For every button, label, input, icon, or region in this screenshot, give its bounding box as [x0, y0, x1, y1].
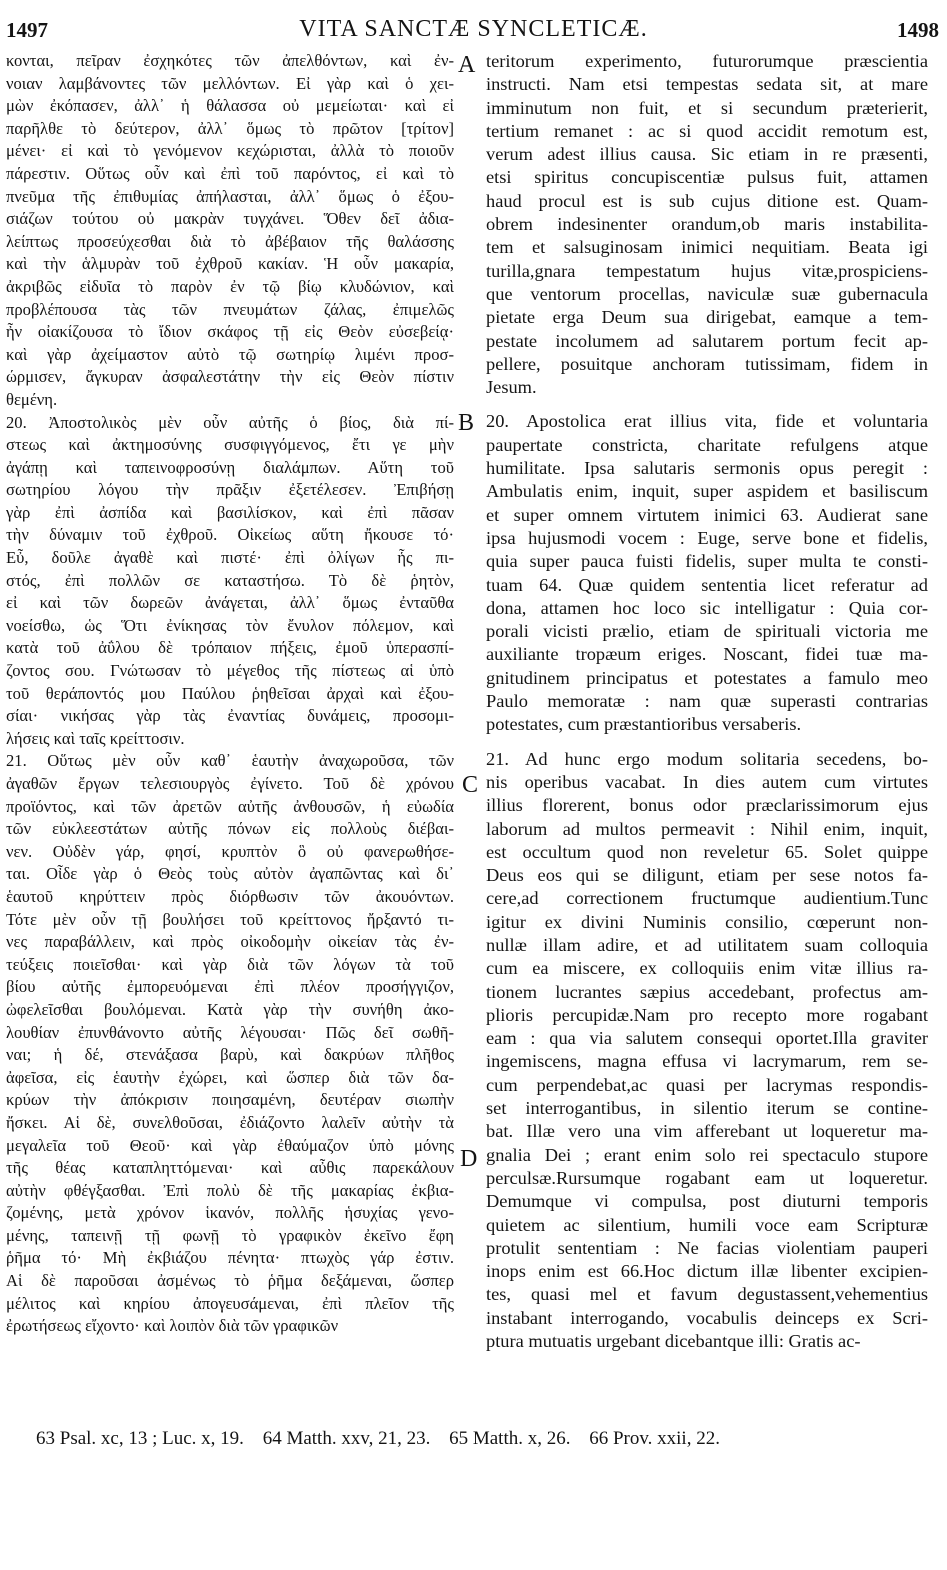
text-line: teritorum experimento, futurorumque præscientia [486, 51, 928, 71]
text-line: auxiliante tropæum eriges. Noscant, fidei tuæ ma- [486, 644, 928, 665]
text-line: τὴν δύναμιν τοῦ ἐχθροῦ. Οἰκείως αὕτη ἤκουσε τό· [6, 525, 454, 545]
text-line: λείπτως προσεύχεσθαι διὰ τὸ ἀβέβαιον τῆς θαλάσσης [6, 231, 454, 251]
text-line: Demumque vi compulsa, post diuturni temporis [486, 1191, 928, 1212]
text-line: que ventorum procellas, naviculæ suæ gubernacula [486, 283, 928, 304]
text-line: ζοντος σου. Γνώτωσαν τὸ μέγεθος τῆς πίστεως αἱ ὑπὸ [6, 661, 454, 681]
text-line: set interrogantibus, in silentio iterum se contine- [486, 1098, 928, 1119]
text-line: perculsæ.Rursumque rogabant eam ut loqueretur. [486, 1167, 928, 1188]
text-line: νοιαν λαμβάνοντες τῶν μελλόντων. Εἰ γὰρ καὶ ὁ χει- [6, 73, 454, 93]
text-line: βίου αὐτῆς ἐμπορευόμεναι ἐπὶ πλέον προσήγγιζον, [6, 977, 454, 997]
latin-text-column [486, 50, 928, 1353]
text-line: ἀγάπῃ καὶ ταπεινοφροσύνῃ διαλάμπων. Αὕτη τοῦ [6, 457, 454, 477]
text-line: instructi. Nam etsi tempestas sedata sit, at mare [486, 74, 928, 95]
text-line: κρύων τὴν ἀπόκρισιν ποιησαμένη, δευτέραν σιωπὴν [6, 1090, 454, 1110]
text-line: κονται, πεῖραν ἐσχηκότες τῶν ἀπελθόντων, καὶ ἐν- [6, 51, 454, 70]
text-line: Εὖ, δοῦλε ἀγαθὲ καὶ πιστέ· ἐπὶ ὀλίγων ἧς πι- [6, 548, 454, 568]
text-line: eam : qua via salutem consequi oportet.Illa graviter [486, 1028, 928, 1049]
text-line: plioris percupidæ.Nam pro recepto more rogabant [486, 1004, 928, 1025]
text-line: λήσεις καὶ ταῖς κρείττοσιν. [6, 728, 185, 748]
text-line: μεγαλεῖα τοῦ Θεοῦ· καὶ γὰρ ἐθαύμαζον ὑπὸ μόνης [6, 1135, 454, 1155]
text-line: σωτηρίου λόγου τὴν πρᾶξιν ἐξετέλεσεν. Ἐπιβήσῃ [6, 480, 454, 500]
text-line: τῶν εὐκλεεστάτων αὐτῆς πόνων εἰς πολλοὺς διέβαι- [6, 819, 454, 839]
text-line: ἀφεῖσα, εἰς ἑαυτὴν ἐχώρει, καὶ ὥσπερ διὰ τῶν δα- [6, 1067, 454, 1087]
text-line: ptura mutuatis urgebant dicebantque illi: Gratis ac- [486, 1331, 861, 1352]
text-line: πάρεστιν. Οὕτως οὖν καὶ ἐπὶ τοῦ παρόντος, εἰ καὶ τὸ [6, 163, 454, 183]
text-line: τεύξεις ποιεῖσθαι· καὶ γὰρ διὰ τῶν λόγων τὰ τοῦ [6, 954, 454, 974]
greek-text-column [6, 50, 454, 1338]
text-line: igitur ex divini Numinis consilio, cœperunt non- [486, 911, 928, 932]
text-line: tertium remanet : ac si quod accidit remotum est, [486, 120, 928, 141]
text-line: obrem indesinenter orandum,ob maris instabilita- [486, 214, 928, 235]
text-line: nis operibus vacabat. In dies autem cum virtutes [486, 771, 928, 792]
text-line: quietem ac silentium, humili voce eam Scripturæ [486, 1214, 928, 1235]
text-line: ἤσκει. Αἱ δὲ, συνελθοῦσαι, ἐδιάζοντο λαλεῖν αὐτὴν τὰ [6, 1112, 454, 1132]
text-line: αὐτὴν φθέγξασθαι. Ἐπὶ πολὺ δὲ τῆς μακαρίας ἐκβια- [6, 1180, 454, 1200]
text-line: στός, ἐπὶ πολλῶν σε καταστήσω. Τὸ δὲ ῥητὸν, [6, 570, 454, 590]
text-line: dona, attamen hoc loco sic intelligatur : Quia cor- [486, 597, 928, 618]
text-line: tionem lucrantes sæpius accedebant, profectus am- [486, 981, 928, 1002]
footnote-65: 65 Matth. x, 26. [449, 1428, 571, 1449]
text-line: ὠφελεῖσθαι βουλόμεναι. Κατὰ γὰρ τὴν συνήθη ἀκο- [6, 999, 454, 1019]
text-line: nullæ illam adire, et ad utilitatem suam colloquia [486, 934, 928, 955]
text-line: νεν. Οὐδὲν γάρ, φησί, κρυπτὸν ὃ οὐ φανερωθήσε- [6, 841, 454, 861]
text-line: potestates, cum præstantioribus versaberis. [486, 714, 802, 735]
text-line: haud procul est is sub cujus ditione est. Quam- [486, 190, 928, 211]
text-line: humilitate. Ipsa salutaris sermonis opus peregit : [486, 458, 928, 479]
text-line: ζομένης, μετὰ χρόνον ἱκανόν, πολλῆς ἡσυχίας γενο- [6, 1203, 454, 1223]
text-line: εἰ καὶ τῶν δωρεῶν ἀνάγεται, ἀλλ᾽ ὅμως ἐνταῦθα [6, 593, 454, 613]
text-line: imminutum non fuit, et si secundum præterierit, [486, 97, 928, 118]
text-line: 21. Οὕτως μὲν οὖν καθ᾽ ἑαυτὴν ἀναχωροῦσα, τῶν [6, 751, 454, 771]
text-line: 21. Ad hunc ergo modum solitaria secedens, bo- [486, 748, 928, 769]
text-line: tem et salsuginosam inimici nequitiam. Beata igi [486, 237, 928, 258]
text-line: λουθίαν ἐπυνθάνοντο αὐτῆς λέγουσαι· Πῶς δεῖ σωθῆ- [6, 1022, 454, 1042]
text-line: quia super pauca fuisti fidelis, super multa te consti- [486, 551, 928, 572]
text-line: καὶ γὰρ ἀχείμαστον αὐτὸ τῷ σωτηρίῳ λιμένι προσ- [6, 344, 454, 364]
text-line: instabant interrogando, vocabulis deinceps ex Scri- [486, 1307, 928, 1328]
margin-letter-b: B [458, 410, 475, 436]
footnotes [36, 1428, 916, 1450]
running-header [0, 8, 947, 42]
text-line: ἐρωτήσεως εἴχοντο· καὶ λοιπὸν διὰ τῶν γραφικῶν [6, 1316, 339, 1336]
text-line: ἀγαθῶν ἔργων τελεσιουργὸς ἐγίνετο. Τοῦ δὲ χρόνου [6, 774, 454, 793]
text-line: μὼν ἐκόπασεν, ἀλλ᾽ ἡ θάλασσα οὐ μεμείωται· καὶ εἰ [6, 96, 454, 116]
text-line: Paulo memoratæ : nam quæ superasti contrarias [486, 691, 928, 712]
text-line: porali vicisti prælio, etiam de spirituali victoria me [486, 621, 928, 642]
text-line: κατὰ τοῦ ἀΰλου δὲ τρόπαιον πήξεις, ἐμοῦ ὑπερασπί- [6, 638, 454, 658]
text-line: μέλιτος καὶ κηρίου ἀπογευσάμεναι, ἐπὶ πλεῖον τῆς [6, 1293, 454, 1313]
text-line: ipsa hujusmodi vocem : Euge, serve bone et fidelis, [486, 527, 928, 548]
text-line: ingemiscens, magna effusa vi lacrymarum, rem se- [486, 1051, 928, 1072]
text-line: tuam 64. Quæ quidem sententia licet referatur ad [486, 574, 928, 595]
text-line: Jesum. [486, 377, 537, 398]
text-line: σιάζων τούτου οὐ μακρὰν τυγχάνει. Ὅθεν δεῖ ἀδια- [6, 209, 454, 229]
text-line: turilla,gnara tempestatum hujus vitæ,prospiciens- [486, 260, 928, 281]
text-line: σίαι· νικήσας γὰρ τὰς ἐναντίας δυνάμεις, προσομι- [6, 706, 454, 726]
page-number-right: 1498 [897, 18, 939, 42]
margin-letter-d: D [460, 1146, 478, 1172]
text-line: ται. Οἶδε γὰρ ὁ Θεὸς τοὺς αὐτὸν ἀγαπῶντας καὶ δι᾽ [6, 864, 454, 884]
text-line: laborum ad multos permeavit : Nihil enim, inquit, [486, 818, 928, 839]
margin-letter-a: A [458, 52, 476, 78]
text-line: cere,ad correctionem fructumque audientium.Tunc [486, 888, 928, 909]
text-line: νες παραβάλλειν, καὶ πρὸς οἰκοδομὴν οἰκείαν τὰς ἐν- [6, 932, 454, 952]
text-line: 20. Apostolica erat illius vita, fide et voluntaria [486, 411, 928, 432]
text-line: ώρμισεν, ἄγκυραν ἀσφαλεστάτην τὴν εἰς Θεὸν πίστιν [6, 367, 454, 387]
text-line: gnitudinem principatus et potestates a famulo meo [486, 667, 928, 688]
text-line: protulit sententiam : Ne facias violentiam pauperi [486, 1237, 928, 1258]
page-number-left: 1497 [6, 18, 48, 42]
text-line: paupertate constricta, charitate refulgens atque [486, 434, 928, 455]
text-line: ἑαυτοῦ κηρύττειν πρὸς διόρθωσιν τῶν ἀκουόντων. [6, 886, 454, 906]
text-line: τοῦ θεράποντός μου Παύλου ῥηθεῖσαι ἀρχαὶ καὶ ἐξου- [6, 683, 454, 703]
text-line: στεως καὶ ἀκτημοσύνης συσφιγγόμενος, ἔτι γε μὴν [6, 435, 454, 455]
text-line: pestate incolumem ad salutarem portum fecit ap- [486, 330, 928, 351]
text-line: et super omnem virtutem inimici 63. Audierat sane [486, 504, 928, 525]
text-line: illius florerent, bonus odor præclarissimorum ejus [486, 795, 928, 816]
text-line: μένης, ταπεινῇ τῇ φωνῇ τὸ γραφικὸν ἐκεῖνο ἔφη [6, 1225, 454, 1245]
text-line: 20. Ἀποστολικὸς μὲν οὖν αὐτῆς ὁ βίος, διὰ πί- [6, 412, 454, 432]
text-line: ναι; ἡ δέ, στενάξασα βαρὺ, καὶ δακρύων πλῆθος [6, 1045, 454, 1065]
text-line: cum perpendebat,ac quasi per lacrymas respondis- [486, 1074, 928, 1095]
text-line: τῆς θέας καταπληττόμεναι· καὶ αὖθις παρεκάλουν [6, 1158, 454, 1178]
text-line: etsi spiritus concupiscentiæ pulsus fuit, attamen [486, 167, 928, 188]
text-line: προβλέπουσα τὰς τῶν πνευμάτων ζάλας, ἐπιμελῶς [6, 299, 454, 319]
text-line: Τότε μὲν οὖν τῇ βουλήσει τοῦ κρείττονος ἤρξαντό τι- [6, 909, 454, 929]
text-line: μένει· εἰ καὶ τὸ γενόμενον κεχώρισται, ἀλλὰ τὸ ποιοῦν [6, 141, 454, 161]
text-line: pellere, posuitque anchoram tutissimam, fidem in [486, 353, 928, 374]
text-line: πνεῦμα τῆς ἐπιθυμίας ἀπήλασται, ἀλλ᾽ ὅμως ὁ ἐξου- [6, 186, 454, 206]
running-title: VITA SANCTÆ SYNCLETICÆ. [299, 16, 648, 42]
text-line: tes, quasi mel et favum degustassent,vehementius [486, 1284, 928, 1305]
text-line: καὶ τὴν ἁλμυρὰν τοῦ ἐχθροῦ κακίαν. Ἡ οὖν μακαρία, [6, 254, 454, 274]
text-line: verum adest illius causa. Sic etiam in re præsenti, [486, 144, 928, 165]
text-line: παρῆλθε τὸ δεύτερον, ἀλλ᾽ ὅμως τὸ πρῶτον [τρίτον] [6, 118, 454, 138]
footnote-66: 66 Prov. xxii, 22. [589, 1428, 720, 1449]
text-line: ἦν οἰακίζουσα τὸ ἴδιον σκάφος τῇ εἰς Θεὸν εὐσεβείᾳ· [6, 322, 454, 342]
text-line: inops enim est 66.Hoc dictum illæ libenter excipien- [486, 1261, 928, 1282]
margin-letter-c: C [462, 772, 479, 798]
text-line: ῥῆμα τό· Μὴ ἐκβιάζου πένητα· πτωχὸς γάρ ἐστιν. [6, 1248, 454, 1268]
text-line: θεμένη. [6, 389, 58, 409]
footnote-63: 63 Psal. xc, 13 ; Luc. x, 19. [36, 1428, 244, 1449]
text-line: gnalia Dei ; erant enim solo rei spectaculo stupore [486, 1144, 928, 1165]
text-line: cum ea miscere, ex colloquiis enim vitæ illius ra- [486, 958, 928, 979]
text-line: γὰρ ἐπὶ ἀσπίδα καὶ βασιλίσκον, καὶ ἐπὶ πᾶσαν [6, 502, 454, 522]
text-line: est occultum quod non reveletur 65. Solet quippe [486, 841, 928, 862]
text-line: Ambulatis enim, inquit, super aspidem et basiliscum [486, 481, 928, 502]
footnote-64: 64 Matth. xxv, 21, 23. [262, 1428, 431, 1449]
text-line: προϊόντος, καὶ τῶν ἀρετῶν αὐτῆς ἀνθουσῶν, ἡ εὐωδία [6, 796, 454, 816]
text-line: Deus eos qui se diligunt, etiam per sese notos fa- [486, 865, 928, 886]
text-line: Αἱ δὲ παροῦσαι ἀσμένως τὸ ῥῆμα δεξάμεναι, ὥσπερ [6, 1271, 454, 1291]
text-line: bat. Illæ vero una vim afferebant ut loqueretur ma- [486, 1121, 928, 1142]
text-line: pietate erga Deum sua dirigebat, eamque a tem- [486, 307, 928, 328]
text-line: νοείσθω, ὡς Ὅτι ἐνίκησας τὸν ἔνυλον πόλεμον, καὶ [6, 615, 454, 635]
text-line: ἀκριβῶς εἰδυῖα τὸ παρὸν ἐν τῷ βίῳ κλυδώνιον, καὶ [6, 276, 454, 296]
